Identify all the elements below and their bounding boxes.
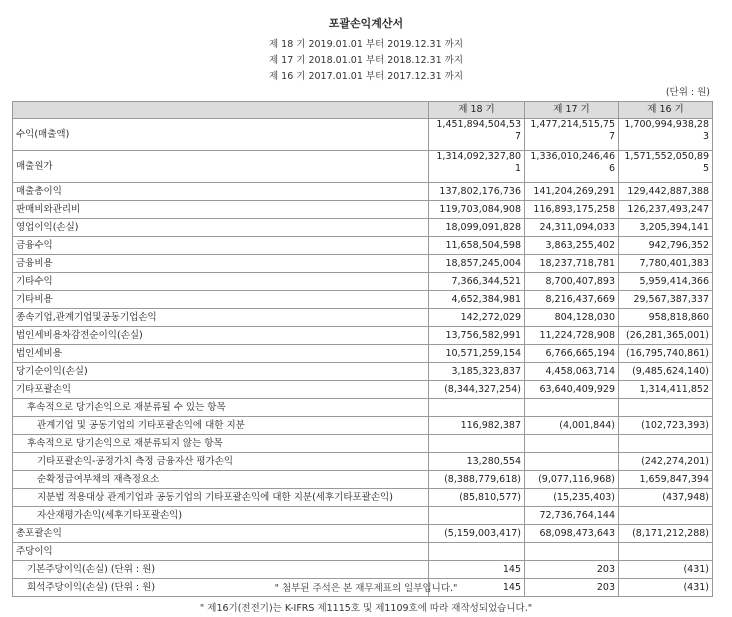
period-line-17: 제 17 기 2018.01.01 부터 2018.12.31 까지 <box>268 55 464 66</box>
value-cell-period-16 <box>619 435 713 453</box>
value-cell-period-16: 29,567,387,337 <box>619 291 713 309</box>
table-row <box>13 453 713 471</box>
value-cell-period-17: 141,204,269,291 <box>525 183 619 201</box>
table-row <box>13 507 713 525</box>
value-cell-period-18: 119,703,084,908 <box>429 201 525 219</box>
value-cell-period-18: 145 <box>429 561 525 579</box>
value-cell-period-16: (9,485,624,140) <box>619 363 713 381</box>
value-cell-period-17 <box>525 435 619 453</box>
value-cell-period-16: (437,948) <box>619 489 713 507</box>
row-label: 매출원가 <box>13 151 429 183</box>
table-row <box>13 273 713 291</box>
value-cell-period-18 <box>429 543 525 561</box>
value-cell-period-18: 7,366,344,521 <box>429 273 525 291</box>
value-cell-period-17: 203 <box>525 579 619 597</box>
period-line-18: 제 18 기 2019.01.01 부터 2019.12.31 까지 <box>268 39 464 50</box>
row-label: 주당이익 <box>13 543 429 561</box>
value-cell-period-16 <box>619 543 713 561</box>
value-cell-period-18: 1,314,092,327,801 <box>429 151 525 183</box>
table-row <box>13 489 713 507</box>
row-label: 관계기업 및 공동기업의 기타포괄손익에 대한 지분 <box>13 417 429 435</box>
table-row <box>13 345 713 363</box>
table-row <box>13 183 713 201</box>
value-cell-period-16: (102,723,393) <box>619 417 713 435</box>
row-label: 순확정급여부채의 재측정요소 <box>13 471 429 489</box>
row-label: 기타비용 <box>13 291 429 309</box>
value-cell-period-17: 8,700,407,893 <box>525 273 619 291</box>
value-cell-period-16: 1,700,994,938,283 <box>619 119 713 151</box>
value-cell-period-16: (8,171,212,288) <box>619 525 713 543</box>
value-cell-period-16: 1,314,411,852 <box>619 381 713 399</box>
table-row <box>13 309 713 327</box>
value-cell-period-17: 1,477,214,515,757 <box>525 119 619 151</box>
row-label: 영업이익(손실) <box>13 219 429 237</box>
value-cell-period-17: (4,001,844) <box>525 417 619 435</box>
table-row <box>13 201 713 219</box>
value-cell-period-18 <box>429 399 525 417</box>
row-label: 후속적으로 당기손익으로 재분류될 수 있는 항목 <box>13 399 429 417</box>
value-cell-period-18: (85,810,577) <box>429 489 525 507</box>
value-cell-period-16: 126,237,493,247 <box>619 201 713 219</box>
value-cell-period-18: 13,756,582,991 <box>429 327 525 345</box>
value-cell-period-16: 5,959,414,366 <box>619 273 713 291</box>
column-header-period-16: 제 16 기 <box>619 102 713 119</box>
value-cell-period-16 <box>619 507 713 525</box>
value-cell-period-17: 11,224,728,908 <box>525 327 619 345</box>
table-row <box>13 399 713 417</box>
value-cell-period-17: 116,893,175,258 <box>525 201 619 219</box>
table-row <box>13 435 713 453</box>
row-label: 법인세비용차감전순이익(손실) <box>13 327 429 345</box>
value-cell-period-17: (9,077,116,968) <box>525 471 619 489</box>
value-cell-period-16: (242,274,201) <box>619 453 713 471</box>
row-label: 기타수익 <box>13 273 429 291</box>
value-cell-period-16: (431) <box>619 561 713 579</box>
value-cell-period-17: 68,098,473,643 <box>525 525 619 543</box>
value-cell-period-16: 3,205,394,141 <box>619 219 713 237</box>
value-cell-period-16: (431) <box>619 579 713 597</box>
footnote-attachment: " 첨부된 주석은 본 재무제표의 일부입니다." <box>274 583 458 594</box>
statement-title: 포괄손익계산서 <box>328 17 404 30</box>
unit-label: (단위 : 원) <box>665 87 710 98</box>
table-row <box>13 525 713 543</box>
value-cell-period-18: 142,272,029 <box>429 309 525 327</box>
value-cell-period-16 <box>619 399 713 417</box>
table-row <box>13 363 713 381</box>
value-cell-period-17 <box>525 399 619 417</box>
value-cell-period-18: 145 <box>429 579 525 597</box>
period-line-16: 제 16 기 2017.01.01 부터 2017.12.31 까지 <box>268 71 464 82</box>
value-cell-period-18: (8,388,779,618) <box>429 471 525 489</box>
value-cell-period-18: 3,185,323,837 <box>429 363 525 381</box>
row-label: 지분법 적용대상 관계기업과 공동기업의 기타포괄손익에 대한 지분(세후기타포괄손익) <box>13 489 429 507</box>
value-cell-period-18: 18,857,245,004 <box>429 255 525 273</box>
value-cell-period-17: 24,311,094,033 <box>525 219 619 237</box>
row-label: 기타포괄손익-공정가치 측정 금융자산 평가손익 <box>13 453 429 471</box>
table-row <box>13 219 713 237</box>
value-cell-period-17: 18,237,718,781 <box>525 255 619 273</box>
income-statement-table <box>12 101 713 597</box>
value-cell-period-17: 6,766,665,194 <box>525 345 619 363</box>
value-cell-period-18: 4,652,384,981 <box>429 291 525 309</box>
value-cell-period-17: 63,640,409,929 <box>525 381 619 399</box>
value-cell-period-16: (16,795,740,861) <box>619 345 713 363</box>
row-label: 후속적으로 당기손익으로 재분류되지 않는 항목 <box>13 435 429 453</box>
value-cell-period-18: 116,982,387 <box>429 417 525 435</box>
row-label: 수익(매출액) <box>13 119 429 151</box>
value-cell-period-17 <box>525 543 619 561</box>
value-cell-period-16: 7,780,401,383 <box>619 255 713 273</box>
row-label: 기본주당이익(손실) (단위 : 원) <box>13 561 429 579</box>
row-label: 종속기업,관계기업및공동기업손익 <box>13 309 429 327</box>
table-row <box>13 151 713 183</box>
column-header-period-18: 제 18 기 <box>429 102 525 119</box>
column-header-period-17: 제 17 기 <box>525 102 619 119</box>
table-row <box>13 119 713 151</box>
table-row <box>13 237 713 255</box>
table-row <box>13 417 713 435</box>
row-label: 판매비와관리비 <box>13 201 429 219</box>
value-cell-period-17: 1,336,010,246,466 <box>525 151 619 183</box>
table-row <box>13 327 713 345</box>
value-cell-period-18: (5,159,003,417) <box>429 525 525 543</box>
value-cell-period-17: (15,235,403) <box>525 489 619 507</box>
table-header-row <box>13 102 713 119</box>
value-cell-period-18 <box>429 435 525 453</box>
value-cell-period-18: 18,099,091,828 <box>429 219 525 237</box>
row-label: 총포괄손익 <box>13 525 429 543</box>
value-cell-period-18: 1,451,894,504,537 <box>429 119 525 151</box>
value-cell-period-17: 804,128,030 <box>525 309 619 327</box>
value-cell-period-16: 1,659,847,394 <box>619 471 713 489</box>
value-cell-period-17 <box>525 453 619 471</box>
table-row <box>13 471 713 489</box>
row-label: 기타포괄손익 <box>13 381 429 399</box>
value-cell-period-18: 13,280,554 <box>429 453 525 471</box>
value-cell-period-16: 129,442,887,388 <box>619 183 713 201</box>
table-row <box>13 543 713 561</box>
footnote-restatement: " 제16기(전전기)는 K-IFRS 제1115호 및 제1109호에 따라 재작성되었습니다." <box>199 603 533 614</box>
value-cell-period-18: 11,658,504,598 <box>429 237 525 255</box>
value-cell-period-16: (26,281,365,001) <box>619 327 713 345</box>
table-row <box>13 255 713 273</box>
value-cell-period-17: 203 <box>525 561 619 579</box>
value-cell-period-17: 4,458,063,714 <box>525 363 619 381</box>
row-label: 희석주당이익(손실) (단위 : 원) <box>13 579 429 597</box>
table-row <box>13 561 713 579</box>
value-cell-period-16: 958,818,860 <box>619 309 713 327</box>
value-cell-period-18: (8,344,327,254) <box>429 381 525 399</box>
row-label: 금융수익 <box>13 237 429 255</box>
value-cell-period-17: 8,216,437,669 <box>525 291 619 309</box>
row-label: 법인세비용 <box>13 345 429 363</box>
table-row <box>13 381 713 399</box>
value-cell-period-16: 1,571,552,050,895 <box>619 151 713 183</box>
value-cell-period-16: 942,796,352 <box>619 237 713 255</box>
value-cell-period-18: 10,571,259,154 <box>429 345 525 363</box>
table-row <box>13 291 713 309</box>
row-label: 금융비용 <box>13 255 429 273</box>
row-label: 매출총이익 <box>13 183 429 201</box>
column-header-label <box>13 102 429 119</box>
value-cell-period-18 <box>429 507 525 525</box>
value-cell-period-18: 137,802,176,736 <box>429 183 525 201</box>
row-label: 자산재평가손익(세후기타포괄손익) <box>13 507 429 525</box>
value-cell-period-17: 3,863,255,402 <box>525 237 619 255</box>
row-label: 당기순이익(손실) <box>13 363 429 381</box>
value-cell-period-17: 72,736,764,144 <box>525 507 619 525</box>
